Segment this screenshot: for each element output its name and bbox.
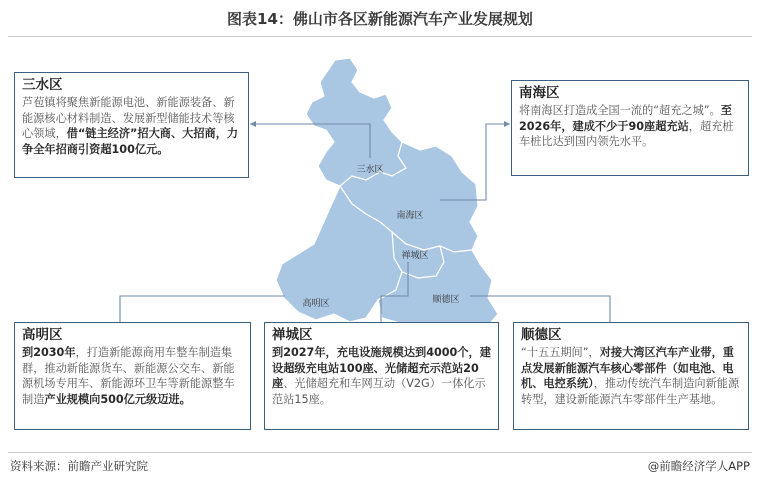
map-label-nanhai: 南海区 [396,211,424,221]
gaoming-box-text [22,345,243,407]
nanhai-text-bold: 至2026年，建成不少于90座超充站 [519,104,732,133]
shunde-text-bold: 对接大湾区汽车产业带，重点发展新能源汽车核心零部件（如电池、电机、电控系统） [521,346,734,391]
sanshui-text-normal: 芦苞镇将聚焦新能源电池、新能源装备、新能源核心材料制造、发展新型储能技术等核心领域， [22,96,235,141]
arrowhead-nanhai [504,121,510,127]
chancheng-text-normal: 、光储超充和车网互动（V2G）一体化示范站15座。 [272,377,486,406]
map-regions [276,58,498,332]
sanshui-box-title: 三水区 [22,77,63,93]
chancheng-info-box [264,322,499,430]
chancheng-text-bold: 到2027年，充电设施规模达到4000个，建设超级充电站100座、光储超充示范站20座 [272,346,491,391]
gaoming-info-box [14,322,251,430]
shunde-text-normal-1: “十五五期间”， [521,346,600,359]
map-label-sanshui: 三水区 [356,165,384,175]
map-label-gaoming: 高明区 [302,299,330,309]
gaoming-text-normal: ，打造新能源商用车整车制造集群，推动新能源货车、新能源公交车、新能源机场专用车、新能源环卫车等新能源整车制造 [22,346,235,406]
gaoming-text-bold-2: 产业规模向500亿元级迈进。 [44,392,191,406]
sanshui-info-box [14,72,249,178]
chancheng-box-text [272,345,491,407]
publisher-credit: @前瞻经济学人APP [647,459,750,473]
arrowhead-sanshui [250,121,256,127]
shunde-info-box [513,322,749,430]
shunde-box-text [521,345,741,407]
shunde-text-normal-2: ，推动传统汽车制造向新能源转型，建设新能源汽车零部件生产基地。 [521,377,740,406]
gaoming-text-bold-1: 到2030年 [22,346,76,359]
nanhai-box-title: 南海区 [519,85,560,101]
sanshui-text-bold: 借“链主经济”招大商、大招商，力争全年招商引资超100亿元。 [22,127,239,156]
figure-title: 图表14：佛山市各区新能源汽车产业发展规划 [227,10,533,28]
map-label-chancheng: 禅城区 [401,251,429,261]
nanhai-box-text [519,103,741,150]
nanhai-text-normal-2: ，超充桩车桩比达到国内领先水平。 [519,119,734,149]
source-note: 资料来源：前瞻产业研究院 [10,459,148,473]
nanhai-info-box [511,80,749,176]
connector-gaoming [120,296,285,322]
gaoming-box-title: 高明区 [22,327,63,343]
nanhai-text-normal-1: 将南海区打造成全国一流的“超充之城”。 [519,104,721,117]
footer-divider [8,452,752,453]
sanshui-box-text [22,95,241,157]
shunde-box-title: 顺德区 [521,327,562,343]
chancheng-box-title: 禅城区 [272,327,313,343]
map-label-shunde: 顺德区 [432,295,460,305]
